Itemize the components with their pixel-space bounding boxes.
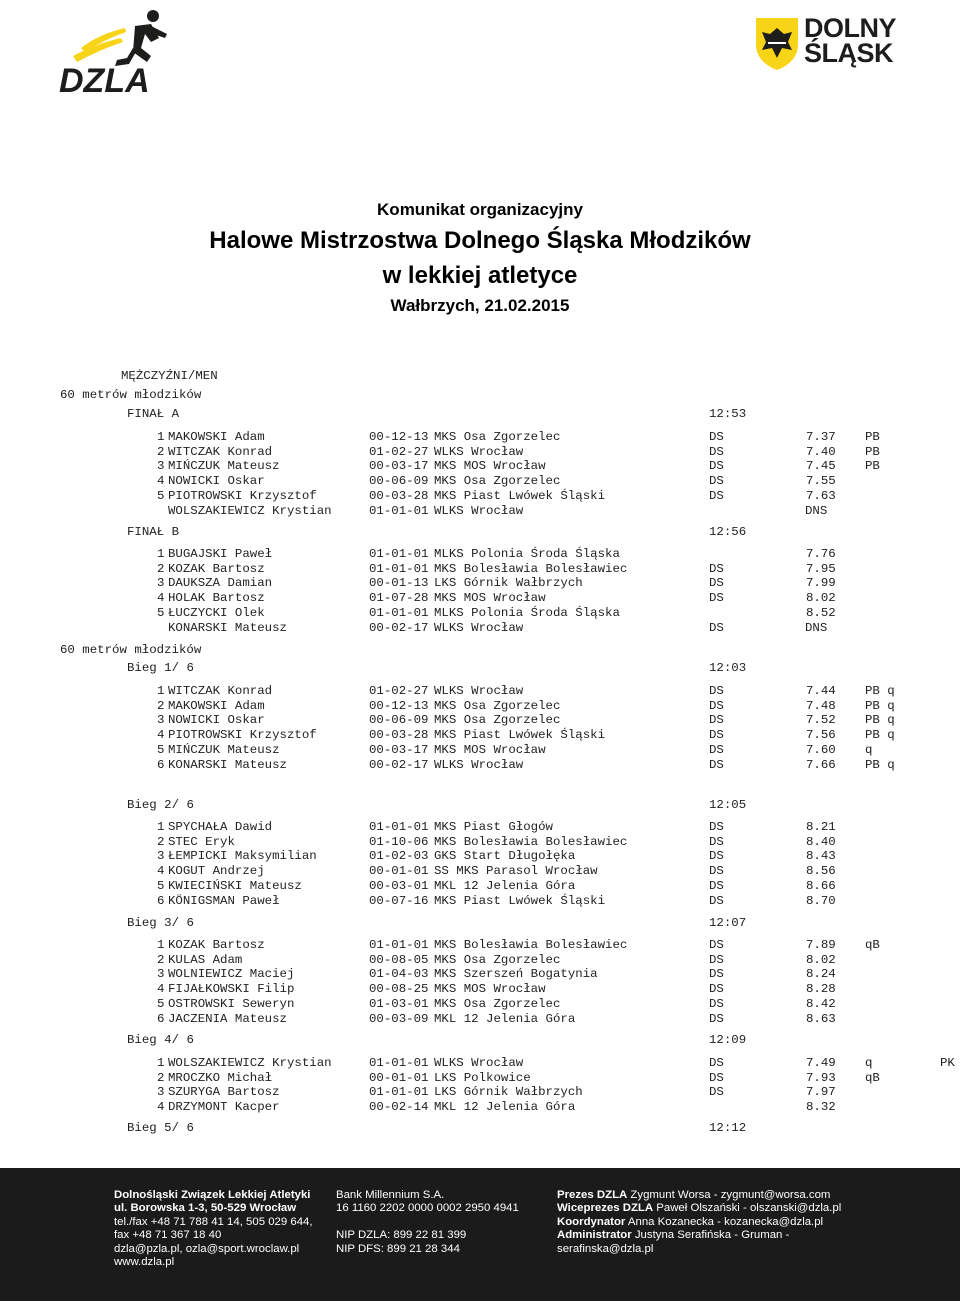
slask-text: ŚLĄSK bbox=[804, 38, 894, 68]
club-name: MKS Bolesławia Bolesławiec bbox=[434, 834, 628, 849]
athlete-name: STEC Eryk bbox=[168, 834, 235, 849]
result-note: PB bbox=[865, 459, 880, 474]
place-number: 1 bbox=[157, 547, 165, 561]
footer-official-line bbox=[557, 1189, 841, 1202]
result-time: 7.44 bbox=[806, 684, 836, 698]
heat-time: 12:09 bbox=[709, 1033, 747, 1047]
result-note: PB q bbox=[865, 684, 895, 698]
club-name: MKS Osa Zgorzelec bbox=[434, 430, 561, 444]
result-time: DNS bbox=[805, 620, 828, 635]
heat-time: 12:05 bbox=[709, 798, 747, 812]
place-number: 2 bbox=[157, 444, 165, 459]
place-number: 2 bbox=[157, 1070, 165, 1085]
club-name: MKS Osa Zgorzelec bbox=[434, 698, 561, 713]
heat-name: Bieg 5/ 6 bbox=[127, 1121, 194, 1135]
result-time: 8.52 bbox=[806, 605, 836, 620]
athlete-name: KOZAK Bartosz bbox=[168, 938, 265, 952]
footer-bank-line: NIP DFS: 899 21 28 344 bbox=[336, 1242, 460, 1255]
footer-official-role: Administrator bbox=[557, 1229, 632, 1242]
club-name: WLKS Wrocław bbox=[434, 620, 524, 635]
result-time: 7.55 bbox=[806, 474, 836, 489]
footer-contact-line: tel./fax +48 71 788 41 14, 505 029 644, bbox=[114, 1215, 313, 1228]
athlete-name: KOGUT Andrzej bbox=[168, 864, 265, 879]
footer-officials bbox=[557, 1189, 841, 1256]
birth-date: 00-02-17 bbox=[369, 757, 429, 772]
birth-date: 01-03-01 bbox=[369, 996, 429, 1011]
footer-contact-line: ul. Borowska 1-3, 50-529 Wrocław bbox=[114, 1202, 297, 1215]
footer-contact-line: www.dzla.pl bbox=[114, 1256, 175, 1269]
footer-bank bbox=[336, 1189, 519, 1256]
club-name: WLKS Wrocław bbox=[434, 1056, 524, 1070]
place-number: 1 bbox=[157, 820, 165, 834]
athlete-name: OSTROWSKI Seweryn bbox=[168, 996, 295, 1011]
athlete-name: PIOTROWSKI Krzysztof bbox=[168, 488, 317, 503]
result-time: 7.63 bbox=[806, 488, 836, 503]
club-name: MKS Piast Lwówek Śląski bbox=[434, 728, 606, 743]
heat-name: FINAŁ B bbox=[127, 525, 180, 539]
birth-date: 00-03-09 bbox=[369, 1011, 429, 1026]
komunikat-title: Komunikat organizacyjny bbox=[377, 200, 583, 219]
region-code: DS bbox=[709, 820, 724, 834]
birth-date: 01-01-01 bbox=[369, 605, 429, 620]
place-number: 6 bbox=[157, 757, 165, 772]
footer-contact-line: Dolnośląski Związek Lekkiej Atletyki bbox=[114, 1189, 311, 1201]
club-name: MKS MOS Wrocław bbox=[434, 459, 546, 474]
footer-bank-line bbox=[336, 1216, 519, 1229]
footer-bank-line: NIP DZLA: 899 22 81 399 bbox=[336, 1229, 467, 1242]
region-code: DS bbox=[709, 864, 724, 879]
footer-official-role: Wiceprezes DZLA bbox=[557, 1202, 654, 1215]
result-time: 7.76 bbox=[806, 547, 836, 561]
athlete-name: KWIECIŃSKI Mateusz bbox=[168, 878, 302, 893]
athlete-name: MIŃCZUK Mateusz bbox=[168, 742, 280, 757]
region-code: DS bbox=[709, 1070, 724, 1085]
birth-date: 00-08-05 bbox=[369, 952, 429, 967]
result-time: 8.32 bbox=[806, 1100, 836, 1115]
birth-date: 00-06-09 bbox=[369, 713, 429, 728]
result-note: PB q bbox=[865, 728, 895, 743]
club-name: MKS Osa Zgorzelec bbox=[434, 996, 561, 1011]
heat-name: FINAŁ A bbox=[127, 407, 180, 421]
heat-time: 12:56 bbox=[709, 525, 747, 539]
birth-date: 01-02-03 bbox=[369, 849, 429, 864]
result-time: 7.93 bbox=[806, 1070, 836, 1085]
region-code: DS bbox=[709, 967, 724, 982]
place-number: 4 bbox=[157, 474, 165, 489]
result-time: 7.48 bbox=[806, 698, 836, 713]
athlete-name: WOLSZAKIEWICZ Krystian bbox=[168, 1056, 332, 1070]
place-number: 1 bbox=[157, 684, 165, 698]
heat-time: 12:03 bbox=[709, 661, 747, 675]
birth-date: 00-03-28 bbox=[369, 488, 429, 503]
footer-official-contact: serafinska@dzla.pl bbox=[557, 1242, 654, 1255]
region-code: DS bbox=[709, 591, 724, 606]
footer-bank-line: 16 1160 2202 0000 0002 2950 4941 bbox=[336, 1202, 519, 1215]
club-name: WLKS Wrocław bbox=[434, 444, 524, 459]
birth-date: 01-10-06 bbox=[369, 834, 429, 849]
region-code: DS bbox=[709, 878, 724, 893]
club-name: LKS Górnik Wałbrzych bbox=[434, 1085, 583, 1100]
region-code: DS bbox=[709, 757, 724, 772]
result-time: 8.70 bbox=[806, 893, 836, 908]
result-time: 8.40 bbox=[806, 834, 836, 849]
birth-date: 01-02-27 bbox=[369, 444, 429, 459]
result-time: 7.52 bbox=[806, 713, 836, 728]
place-number: 5 bbox=[157, 878, 165, 893]
athlete-name: KOZAK Bartosz bbox=[168, 561, 265, 576]
region-code: DS bbox=[709, 893, 724, 908]
place-number: 1 bbox=[157, 1056, 165, 1070]
footer-official-contact: Paweł Olszański - olszanski@dzla.pl bbox=[653, 1202, 842, 1215]
athlete-name: DAUKSZA Damian bbox=[168, 576, 273, 591]
athlete-name: HOLAK Bartosz bbox=[168, 591, 265, 606]
birth-date: 00-03-01 bbox=[369, 878, 429, 893]
result-note: PB bbox=[865, 430, 880, 444]
footer-contact-line: fax +48 71 367 18 40 bbox=[114, 1229, 222, 1242]
result-time: 8.56 bbox=[806, 864, 836, 879]
birth-date: 00-03-17 bbox=[369, 459, 429, 474]
section-header: MĘŻCZYŹNI/MEN bbox=[121, 369, 218, 383]
birth-date: 01-01-01 bbox=[369, 503, 429, 518]
club-name: MKL 12 Jelenia Góra bbox=[434, 878, 576, 893]
region-code: DS bbox=[709, 728, 724, 743]
result-time: 7.40 bbox=[806, 444, 836, 459]
place-number: 2 bbox=[157, 561, 165, 576]
region-code: DS bbox=[709, 982, 724, 997]
result-extra: PK bbox=[940, 1056, 955, 1070]
place-number: 4 bbox=[157, 864, 165, 879]
club-name: MKS Szerszeń Bogatynia bbox=[434, 967, 598, 982]
athlete-name: WITCZAK Konrad bbox=[168, 684, 273, 698]
result-time: 7.97 bbox=[806, 1085, 836, 1100]
result-note: PB bbox=[865, 444, 880, 459]
footer-official-contact: Anna Kozanecka - kozanecka@dzla.pl bbox=[625, 1215, 824, 1228]
result-time: 8.63 bbox=[806, 1011, 836, 1026]
footer-official-line bbox=[557, 1216, 841, 1229]
birth-date: 01-01-01 bbox=[369, 547, 429, 561]
place-number: 6 bbox=[157, 893, 165, 908]
result-time: 7.99 bbox=[806, 576, 836, 591]
athlete-name: KÖNIGSMAN Paweł bbox=[168, 893, 280, 908]
footer-official-contact: Justyna Serafińska - Gruman - bbox=[631, 1229, 790, 1242]
birth-date: 00-06-09 bbox=[369, 474, 429, 489]
heat-name: Bieg 4/ 6 bbox=[127, 1033, 194, 1047]
athlete-name: KONARSKI Mateusz bbox=[168, 620, 287, 635]
athlete-name: NOWICKI Oskar bbox=[168, 474, 265, 489]
athlete-name: KONARSKI Mateusz bbox=[168, 757, 287, 772]
result-time: 8.66 bbox=[806, 878, 836, 893]
event-title: 60 metrów młodzików bbox=[60, 388, 202, 402]
athlete-name: ŁUCZYCKI Olek bbox=[168, 605, 265, 620]
club-name: GKS Start Długołęka bbox=[434, 849, 576, 864]
result-time: 8.02 bbox=[806, 591, 836, 606]
heat-time: 12:07 bbox=[709, 916, 747, 930]
birth-date: 00-02-17 bbox=[369, 620, 429, 635]
footer-official-line bbox=[557, 1202, 841, 1215]
heat-name: Bieg 3/ 6 bbox=[127, 916, 194, 930]
athlete-name: ŁEMPICKI Maksymilian bbox=[168, 849, 317, 864]
place-number: 5 bbox=[157, 996, 165, 1011]
club-name: MKS Piast Lwówek Śląski bbox=[434, 488, 606, 503]
place-number: 4 bbox=[157, 591, 165, 606]
birth-date: 01-01-01 bbox=[369, 938, 429, 952]
result-time: 7.56 bbox=[806, 728, 836, 743]
result-note: PB q bbox=[865, 698, 895, 713]
place-number: 3 bbox=[157, 967, 165, 982]
place-number: 5 bbox=[157, 605, 165, 620]
athlete-name: MIŃCZUK Mateusz bbox=[168, 459, 280, 474]
eagle-shield-icon bbox=[754, 14, 800, 72]
birth-date: 01-07-28 bbox=[369, 591, 429, 606]
region-code: DS bbox=[709, 834, 724, 849]
result-time: 7.60 bbox=[806, 742, 836, 757]
region-code: DS bbox=[709, 938, 724, 952]
place-number: 3 bbox=[157, 849, 165, 864]
footer-official-role: Prezes DZLA bbox=[557, 1189, 628, 1201]
place-number: 2 bbox=[157, 698, 165, 713]
club-name: MKS Bolesławia Bolesławiec bbox=[434, 561, 628, 576]
footer-contact-line: dzla@pzla.pl, ozla@sport.wroclaw.pl bbox=[114, 1242, 300, 1255]
birth-date: 01-01-01 bbox=[369, 1056, 429, 1070]
event-title: 60 metrów młodzików bbox=[60, 643, 202, 657]
athlete-name: SZURYGA Bartosz bbox=[168, 1085, 280, 1100]
place-number: 5 bbox=[157, 488, 165, 503]
result-time: 8.02 bbox=[806, 952, 836, 967]
result-time: 7.37 bbox=[806, 430, 836, 444]
region-code: DS bbox=[709, 952, 724, 967]
main-title-line1: Halowe Mistrzostwa Dolnego Śląska Młodzików bbox=[209, 227, 751, 254]
athlete-name: SPYCHAŁA Dawid bbox=[168, 820, 273, 834]
birth-date: 01-01-01 bbox=[369, 820, 429, 834]
club-name: MKS MOS Wrocław bbox=[434, 742, 546, 757]
athlete-name: MROCZKO Michał bbox=[168, 1070, 273, 1085]
result-note: PB q bbox=[865, 713, 895, 728]
club-name: WLKS Wrocław bbox=[434, 684, 524, 698]
region-code: DS bbox=[709, 713, 724, 728]
place-number: 3 bbox=[157, 459, 165, 474]
region-code: DS bbox=[709, 1011, 724, 1026]
result-time: 7.66 bbox=[806, 757, 836, 772]
birth-date: 00-01-01 bbox=[369, 1070, 429, 1085]
place-number: 1 bbox=[157, 430, 165, 444]
footer-official-contact: Zygmunt Worsa - zygmunt@worsa.com bbox=[627, 1189, 831, 1201]
club-name: MLKS Polonia Środa Śląska bbox=[434, 605, 620, 620]
region-code: DS bbox=[709, 698, 724, 713]
birth-date: 00-02-14 bbox=[369, 1100, 429, 1115]
region-code: DS bbox=[709, 459, 724, 474]
place-number: 4 bbox=[157, 1100, 165, 1115]
club-name: MKS Osa Zgorzelec bbox=[434, 713, 561, 728]
heat-time: 12:53 bbox=[709, 407, 747, 421]
result-time: 8.21 bbox=[806, 820, 836, 834]
place-number: 1 bbox=[157, 938, 165, 952]
result-time: 7.45 bbox=[806, 459, 836, 474]
athlete-name: WOLNIEWICZ Maciej bbox=[168, 967, 295, 982]
club-name: LKS Polkowice bbox=[434, 1070, 531, 1085]
club-name: MKS MOS Wrocław bbox=[434, 982, 546, 997]
birth-date: 00-03-28 bbox=[369, 728, 429, 743]
result-time: 8.24 bbox=[806, 967, 836, 982]
athlete-name: MAKOWSKI Adam bbox=[168, 698, 265, 713]
athlete-name: NOWICKI Oskar bbox=[168, 713, 265, 728]
place-number: 2 bbox=[157, 834, 165, 849]
footer-official-role: Koordynator bbox=[557, 1215, 626, 1228]
result-time: 7.95 bbox=[806, 561, 836, 576]
result-time: 8.28 bbox=[806, 982, 836, 997]
region-code: DS bbox=[709, 561, 724, 576]
dolny-slask-logo bbox=[754, 14, 914, 74]
athlete-name: KULAS Adam bbox=[168, 952, 243, 967]
club-name: MKS Osa Zgorzelec bbox=[434, 474, 561, 489]
footer bbox=[0, 1168, 960, 1301]
footer-bank-line: Bank Millennium S.A. bbox=[336, 1189, 445, 1201]
place-number: 4 bbox=[157, 982, 165, 997]
result-note: PB q bbox=[865, 757, 895, 772]
result-time: DNS bbox=[805, 503, 828, 518]
region-code: DS bbox=[709, 620, 724, 635]
dzla-logo-text: DZLA bbox=[59, 62, 150, 96]
dolny-text: DOLNY bbox=[804, 13, 896, 43]
athlete-name: MAKOWSKI Adam bbox=[168, 430, 265, 444]
club-name: WLKS Wrocław bbox=[434, 503, 524, 518]
region-code: DS bbox=[709, 444, 724, 459]
result-time: 7.49 bbox=[806, 1056, 836, 1070]
footer-contact bbox=[114, 1189, 313, 1269]
birth-date: 01-04-03 bbox=[369, 967, 429, 982]
club-name: SS MKS Parasol Wrocław bbox=[434, 864, 598, 879]
birth-date: 01-02-27 bbox=[369, 684, 429, 698]
athlete-name: WITCZAK Konrad bbox=[168, 444, 273, 459]
birth-date: 00-07-16 bbox=[369, 893, 429, 908]
birth-date: 00-03-17 bbox=[369, 742, 429, 757]
result-time: 8.42 bbox=[806, 996, 836, 1011]
place-date: Wałbrzych, 21.02.2015 bbox=[390, 296, 570, 315]
region-code: DS bbox=[709, 488, 724, 503]
birth-date: 01-01-01 bbox=[369, 1085, 429, 1100]
region-code: DS bbox=[709, 996, 724, 1011]
footer-official-line bbox=[557, 1229, 841, 1242]
birth-date: 00-12-13 bbox=[369, 698, 429, 713]
place-number: 4 bbox=[157, 728, 165, 743]
place-number: 3 bbox=[157, 576, 165, 591]
result-time: 7.89 bbox=[806, 938, 836, 952]
club-name: MKL 12 Jelenia Góra bbox=[434, 1011, 576, 1026]
footer-official-line bbox=[557, 1243, 841, 1256]
region-code: DS bbox=[709, 430, 724, 444]
club-name: MKS Bolesławia Bolesławiec bbox=[434, 938, 628, 952]
heat-name: Bieg 2/ 6 bbox=[127, 798, 194, 812]
club-name: MKS Piast Lwówek Śląski bbox=[434, 893, 606, 908]
region-code: DS bbox=[709, 576, 724, 591]
region-code: DS bbox=[709, 684, 724, 698]
birth-date: 00-08-25 bbox=[369, 982, 429, 997]
athlete-name: WOLSZAKIEWICZ Krystian bbox=[168, 503, 332, 518]
result-note: q bbox=[865, 742, 873, 757]
club-name: MLKS Polonia Środa Śląska bbox=[434, 547, 620, 561]
region-code: DS bbox=[709, 1056, 724, 1070]
athlete-name: FIJAŁKOWSKI Filip bbox=[168, 982, 295, 997]
result-note: qB bbox=[865, 1070, 880, 1085]
region-code: DS bbox=[709, 742, 724, 757]
birth-date: 00-01-13 bbox=[369, 576, 429, 591]
club-name: MKS Piast Głogów bbox=[434, 820, 553, 834]
club-name: MKS MOS Wrocław bbox=[434, 591, 546, 606]
birth-date: 00-12-13 bbox=[369, 430, 429, 444]
athlete-name: PIOTROWSKI Krzysztof bbox=[168, 728, 317, 743]
athlete-name: JACZENIA Mateusz bbox=[168, 1011, 287, 1026]
birth-date: 01-01-01 bbox=[369, 561, 429, 576]
place-number: 3 bbox=[157, 1085, 165, 1100]
athlete-name: DRZYMONT Kacper bbox=[168, 1100, 280, 1115]
place-number: 5 bbox=[157, 742, 165, 757]
club-name: MKL 12 Jelenia Góra bbox=[434, 1100, 576, 1115]
heat-name: Bieg 1/ 6 bbox=[127, 661, 194, 675]
result-note: qB bbox=[865, 938, 880, 952]
dzla-logo bbox=[55, 4, 185, 96]
result-note: q bbox=[865, 1056, 873, 1070]
birth-date: 00-01-01 bbox=[369, 864, 429, 879]
place-number: 3 bbox=[157, 713, 165, 728]
club-name: WLKS Wrocław bbox=[434, 757, 524, 772]
club-name: MKS Osa Zgorzelec bbox=[434, 952, 561, 967]
place-number: 2 bbox=[157, 952, 165, 967]
main-title-line2: w lekkiej atletyce bbox=[382, 262, 578, 289]
region-code: DS bbox=[709, 474, 724, 489]
athlete-name: BUGAJSKI Paweł bbox=[168, 547, 273, 561]
club-name: LKS Górnik Wałbrzych bbox=[434, 576, 583, 591]
heat-time: 12:12 bbox=[709, 1121, 747, 1135]
region-code: DS bbox=[709, 1085, 724, 1100]
place-number: 6 bbox=[157, 1011, 165, 1026]
region-code: DS bbox=[709, 849, 724, 864]
result-time: 8.43 bbox=[806, 849, 836, 864]
